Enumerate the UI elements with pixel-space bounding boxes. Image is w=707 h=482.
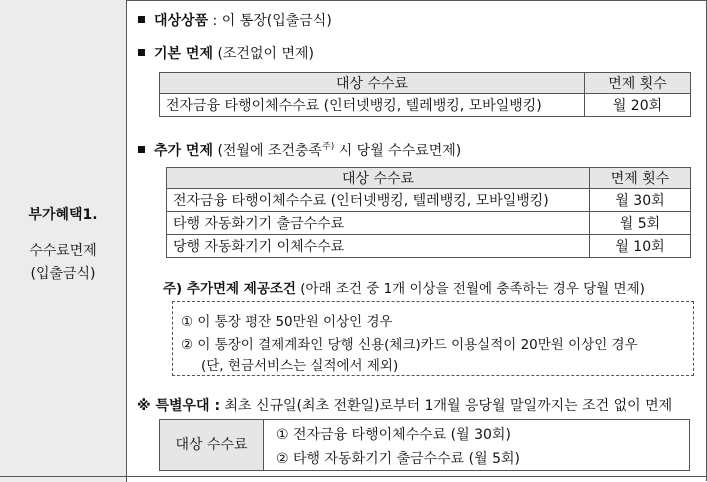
table-header-row bbox=[167, 168, 691, 189]
condition-item: ② 이 통장이 결제계좌인 당행 신용(체크)카드 이용실적이 20만원 이상인 경우 bbox=[181, 337, 638, 353]
condition-note: (아래 조건 중 1개 이상을 전월에 충족하는 경우 당월 면제) bbox=[300, 281, 645, 297]
table-row bbox=[160, 94, 691, 117]
table-bottom-border bbox=[0, 476, 707, 477]
extra-exemption-table bbox=[166, 167, 691, 258]
special-offer-item: ① 전자금융 타행이체수수료 (월 30회) bbox=[276, 427, 511, 443]
exemption-count: 월 30회 bbox=[590, 189, 691, 212]
table-header-row bbox=[160, 73, 691, 94]
footnote-marker: 주) bbox=[322, 142, 335, 152]
basic-exemption-table bbox=[159, 72, 691, 117]
table-row bbox=[167, 235, 691, 258]
benefit-subtitle-2: (입출금식) bbox=[30, 266, 96, 282]
header-exemption-count: 면제 횟수 bbox=[590, 168, 691, 189]
special-offer-label: ※ 특별우대 : bbox=[137, 398, 221, 414]
special-offer-box bbox=[159, 419, 690, 471]
target-product-value: 이 통장(입출금식) bbox=[221, 13, 332, 29]
benefit-title: 부가혜택1. bbox=[28, 207, 98, 223]
header-target-fee: 대상 수수료 bbox=[160, 73, 585, 94]
basic-exemption-heading bbox=[138, 43, 314, 63]
extra-exemption-note-end: 시 당월 수수료면제) bbox=[334, 143, 462, 159]
condition-heading bbox=[163, 277, 645, 297]
exemption-count: 월 10회 bbox=[590, 235, 691, 258]
fee-name: 전자금융 타행이체수수료 (인터넷뱅킹, 텔레뱅킹, 모바일뱅킹) bbox=[167, 189, 590, 212]
condition-box bbox=[172, 301, 694, 376]
table-row bbox=[167, 212, 691, 235]
special-offer-box-label: 대상 수수료 bbox=[160, 420, 264, 470]
bullet-square-icon bbox=[138, 49, 145, 56]
fee-name: 당행 자동화기기 이체수수료 bbox=[167, 235, 590, 258]
fee-name: 타행 자동화기기 출금수수료 bbox=[167, 212, 590, 235]
bullet-square-icon bbox=[138, 146, 145, 153]
special-offer-item: ② 타행 자동화기기 출금수수료 (월 5회) bbox=[276, 451, 520, 467]
bullet-square-icon bbox=[138, 16, 145, 23]
condition-label: 주) 추가면제 제공조건 bbox=[163, 281, 296, 297]
special-offer-line bbox=[137, 395, 672, 415]
extra-exemption-note: (전월에 조건충족 bbox=[217, 143, 323, 159]
extra-exemption-label: 추가 면제 bbox=[154, 143, 213, 159]
fee-name: 전자금융 타행이체수수료 (인터넷뱅킹, 텔레뱅킹, 모바일뱅킹) bbox=[160, 94, 585, 117]
benefit-category-cell bbox=[0, 0, 127, 482]
special-offer-text: 최초 신규일(최초 전환일)로부터 1개월 응당월 말일까지는 조건 없이 면제 bbox=[224, 398, 673, 414]
target-product-label: 대상상품 bbox=[154, 13, 209, 29]
basic-exemption-note: (조건없이 면제) bbox=[217, 46, 314, 62]
exemption-count: 월 5회 bbox=[590, 212, 691, 235]
condition-item: ① 이 통장 평잔 50만원 이상인 경우 bbox=[181, 314, 393, 330]
header-target-fee: 대상 수수료 bbox=[167, 168, 590, 189]
exemption-count: 월 20회 bbox=[585, 94, 691, 117]
table-row bbox=[167, 189, 691, 212]
target-product-line bbox=[138, 10, 332, 30]
basic-exemption-label: 기본 면제 bbox=[154, 46, 213, 62]
header-exemption-count: 면제 횟수 bbox=[585, 73, 691, 94]
extra-exemption-heading bbox=[138, 139, 461, 160]
target-product-separator: : bbox=[208, 13, 222, 29]
condition-item-note: (단, 현금서비스는 실적에서 제외) bbox=[201, 358, 399, 374]
benefit-subtitle: 수수료면제 bbox=[29, 243, 97, 259]
